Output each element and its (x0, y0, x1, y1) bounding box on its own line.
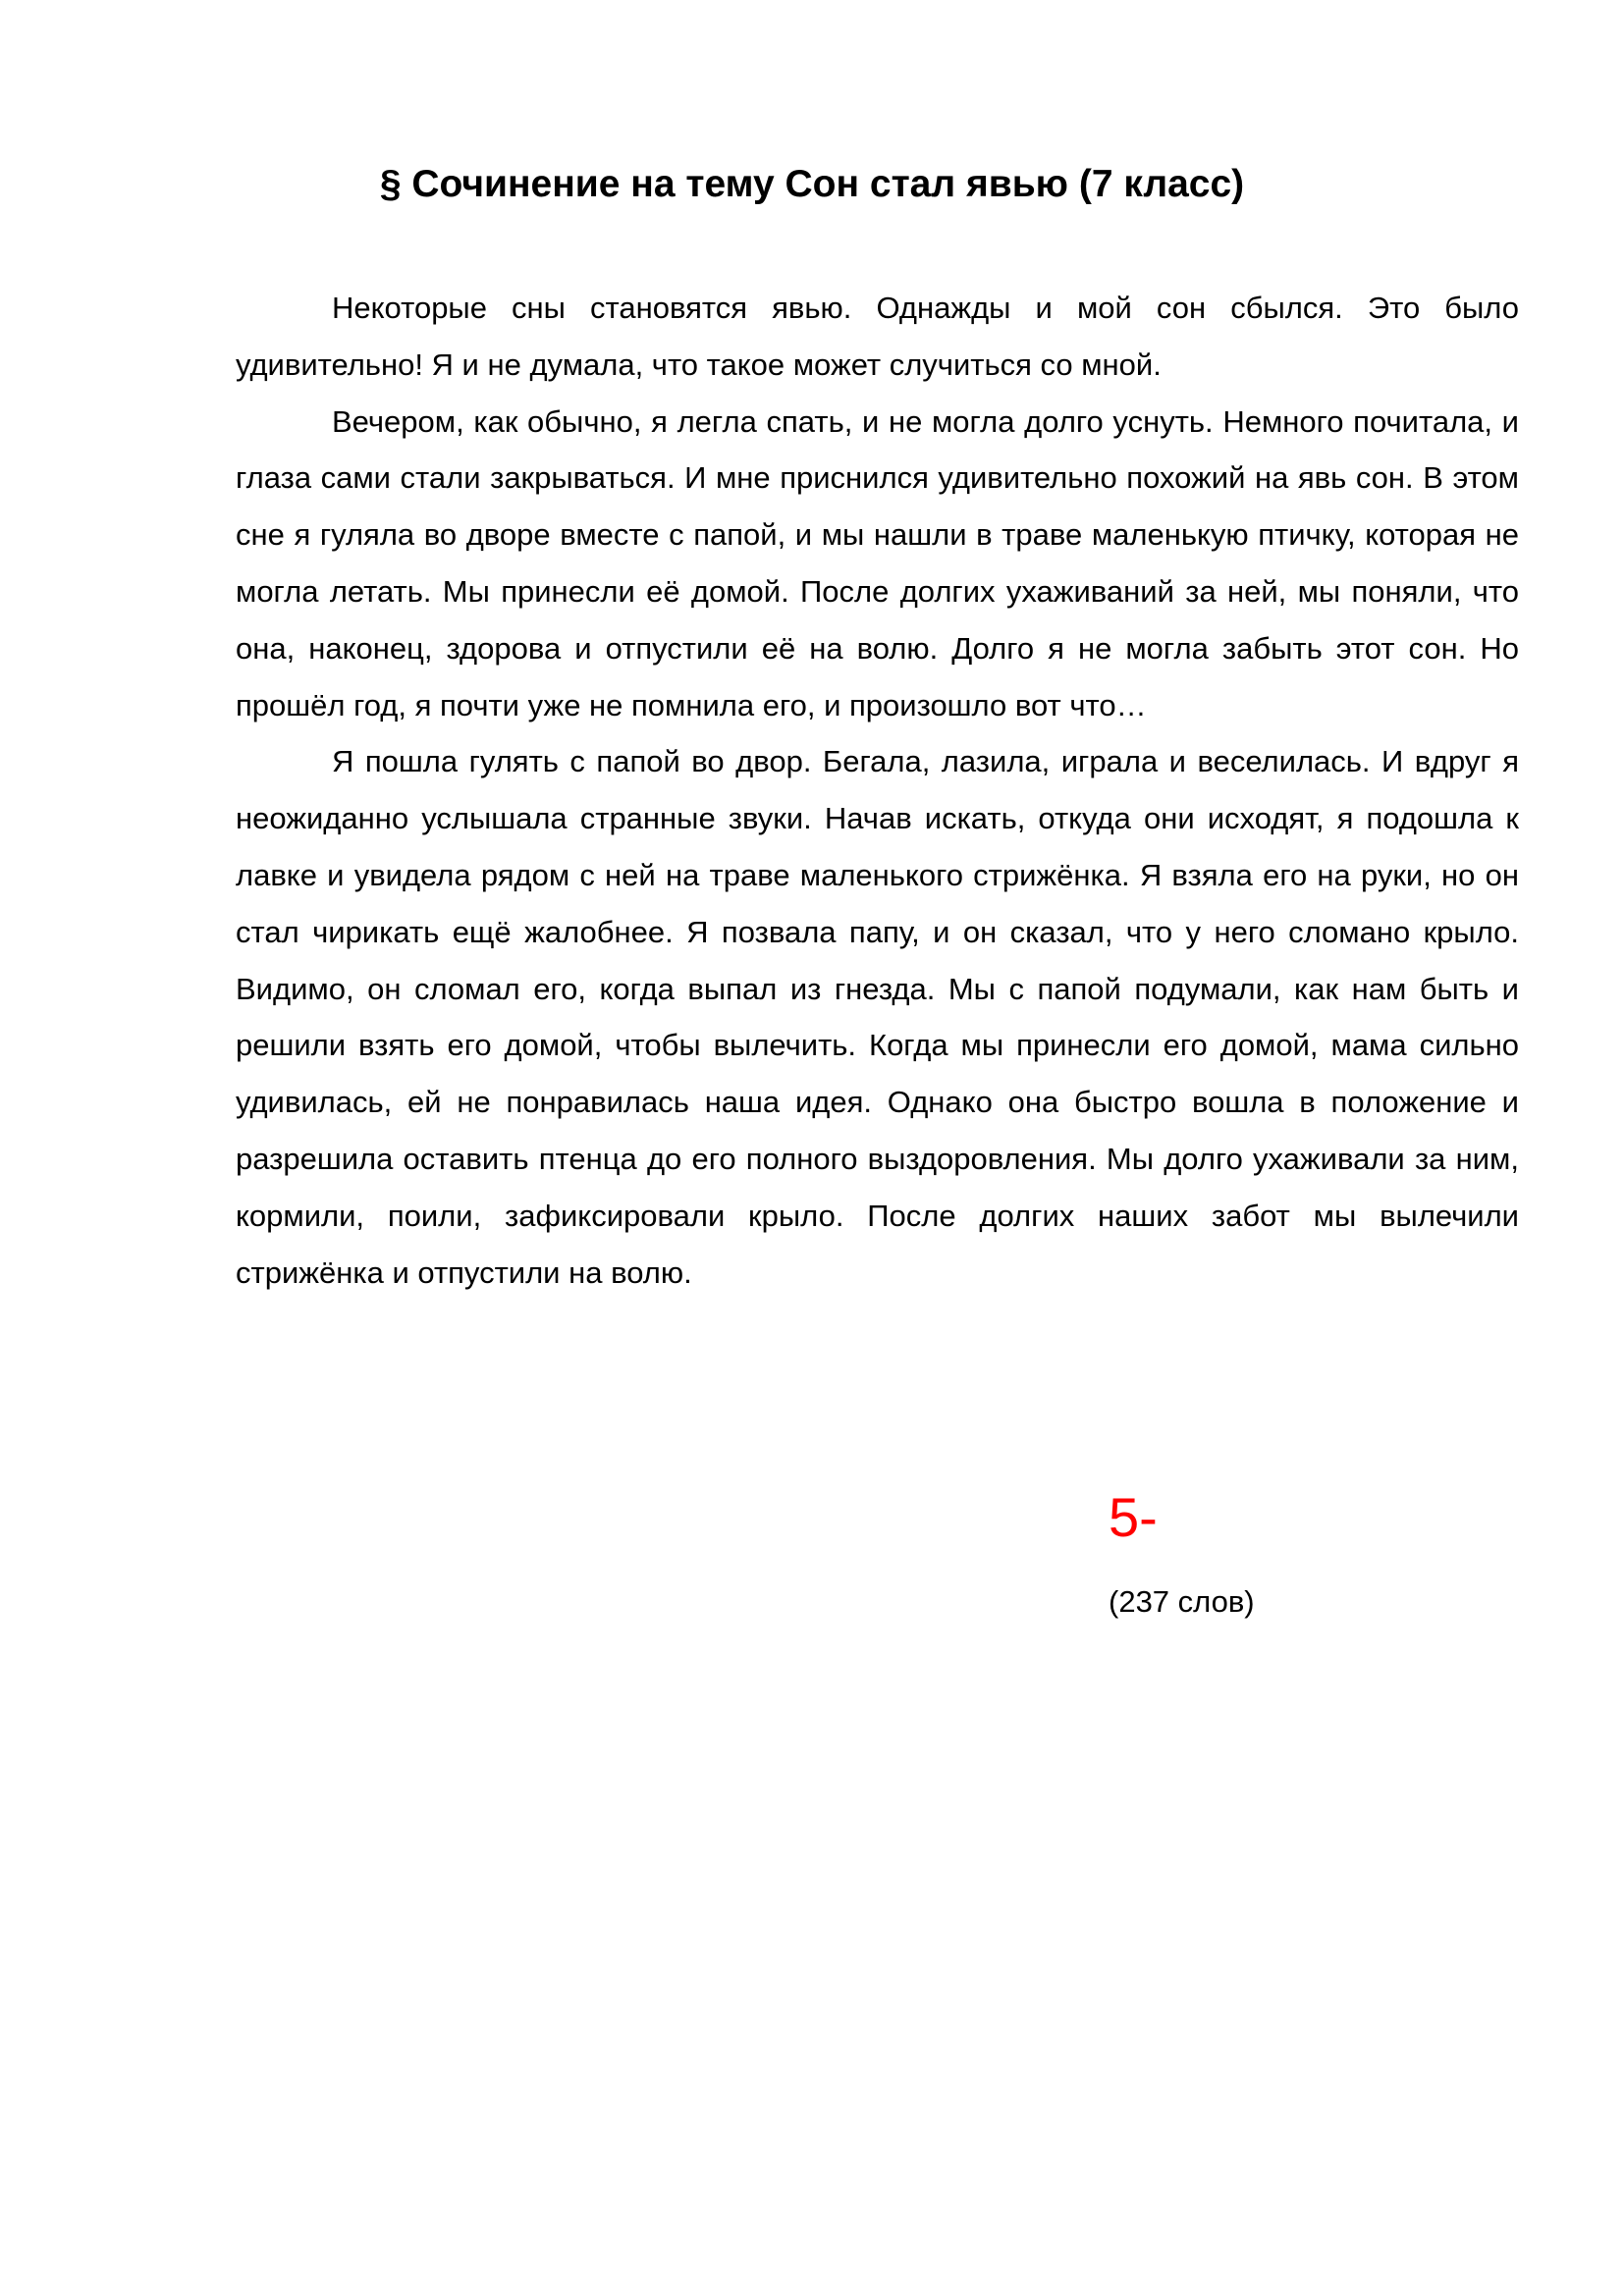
essay-paragraph-1: Некоторые сны становятся явью. Однажды и мой сон сбылся. Это было удивительно! Я и не думала, что такое может случиться со мной. (236, 291, 1519, 382)
essay-body (236, 280, 1519, 1301)
grade-mark: 5- (1109, 1486, 1158, 1548)
essay-paragraph-3: Я пошла гулять с папой во двор. Бегала, лазила, играла и веселилась. И вдруг я неожиданно услышала странные звуки. Начав искать, откуда они исходят, я подошла к лавке и увидела рядом с ней на траве маленького стрижёнка. Я взяла его на руки, но он стал чирикать ещё жалобнее. Я позвала папу, и он сказал, что у него сломано крыло. Видимо, он сломал его, когда выпал из гнезда. Мы с папой подумали, как нам быть и решили взять его домой, чтобы вылечить. Когда мы принесли его домой, мама сильно удивилась, ей не понравилась наша идея. Однако она быстро вошла в положение и разрешила оставить птенца до его полного выздоровления. Мы долго ухаживали за ним, кормили, поили, зафиксировали крыло. После долгих наших забот мы вылечили стрижёнка и отпустили на волю. (236, 744, 1519, 1290)
essay-paragraph-2: Вечером, как обычно, я легла спать, и не могла долго уснуть. Немного почитала, и глаза сами стали закрываться. И мне приснился удивительно похожий на явь сон. В этом сне я гуляла во дворе вместе с папой, и мы нашли в траве маленькую птичку, которая не могла летать. Мы принесли её домой. После долгих ухаживаний за ней, мы поняли, что она, наконец, здорова и отпустили её на волю. Долго я не могла забыть этот сон. Но прошёл год, я почти уже не помнила его, и произошло вот что… (236, 403, 1519, 722)
word-count: (237 слов) (1109, 1584, 1255, 1619)
essay-title: § Сочинение на тему Сон стал явью (7 класс) (379, 163, 1245, 205)
